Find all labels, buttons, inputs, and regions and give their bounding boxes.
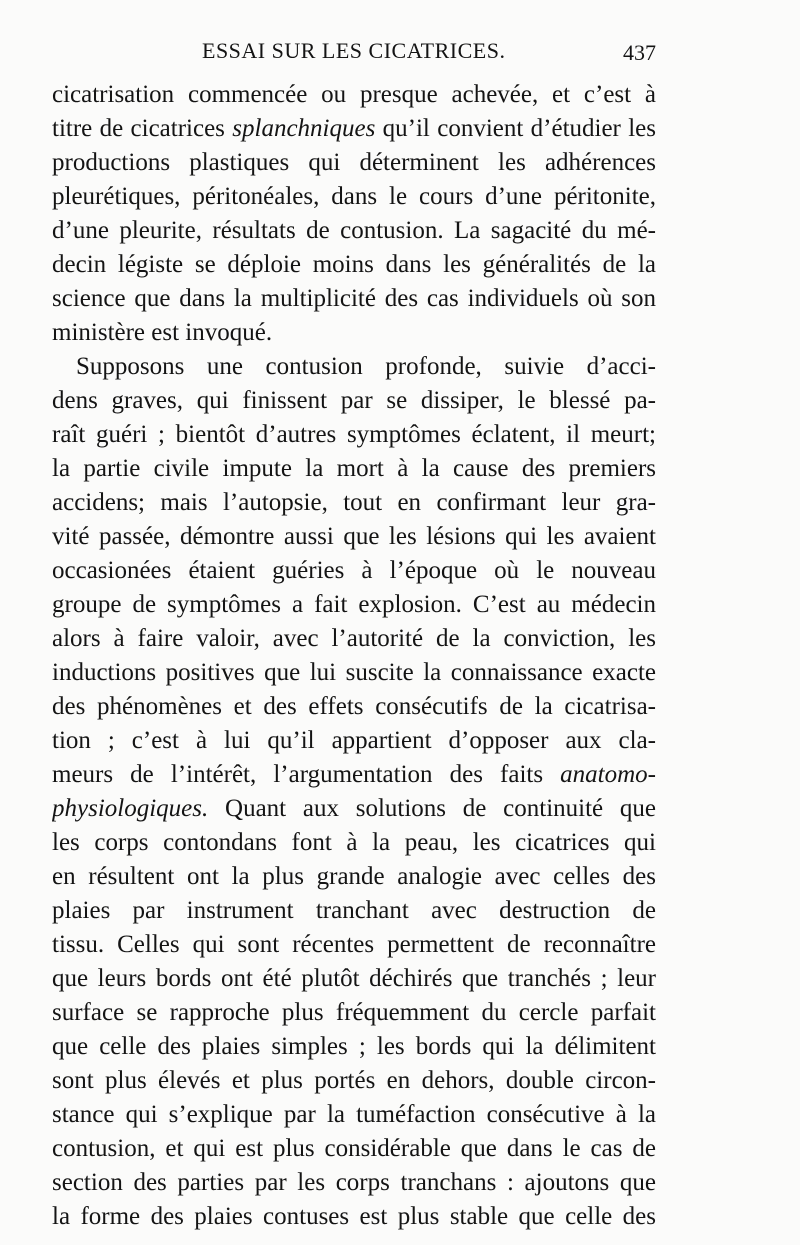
text-segment: que leurs bords ont été plutôt déchirés que tranchés ; leur xyxy=(52,965,656,992)
text-segment: en résultent ont la plus grande analogie avec celles des xyxy=(52,863,656,890)
text-segment: la forme des plaies contuses est plus stable que celle des xyxy=(52,1203,656,1230)
text-segment: Quant aux solutions de continuité que xyxy=(208,795,656,822)
text-segment: la partie civile impute la mort à la cause des premiers xyxy=(52,455,656,482)
text-segment: alors à faire valoir, avec l’autorité de la conviction, les xyxy=(52,625,656,652)
italic-text: anatomo- xyxy=(560,761,656,788)
text-segment: d’une pleurite, résultats de contusion. La sagacité du mé- xyxy=(52,217,656,244)
text-segment: vité passée, démontre aussi que les lésions qui les avaient xyxy=(52,523,656,550)
text-segment: cicatrisation commencée ou presque achevée, et c’est à xyxy=(52,81,656,108)
text-segment: dens graves, qui finissent par se dissiper, le blessé pa- xyxy=(52,387,656,414)
text-segment: groupe de symptômes a fait explosion. C’est au médecin xyxy=(52,591,656,618)
text-line xyxy=(52,316,656,350)
text-line xyxy=(52,418,656,452)
text-line xyxy=(52,656,656,690)
text-segment: productions plastiques qui déterminent les adhérences xyxy=(52,149,656,176)
text-line xyxy=(52,860,656,894)
text-segment: titre de cicatrices xyxy=(52,115,233,142)
text-line xyxy=(52,214,656,248)
text-line xyxy=(52,588,656,622)
text-segment: raît guéri ; bientôt d’autres symptômes éclatent, il meurt; xyxy=(52,421,656,448)
text-segment: contusion, et qui est plus considérable que dans le cas de xyxy=(52,1135,656,1162)
text-segment: surface se rapproche plus fréquemment du cercle parfait xyxy=(52,999,656,1026)
text-line xyxy=(52,520,656,554)
text-line xyxy=(52,248,656,282)
text-line xyxy=(52,1200,656,1234)
text-segment: pleurétiques, péritonéales, dans le cours d’une péritonite, xyxy=(52,183,656,210)
text-line xyxy=(52,452,656,486)
text-segment: inductions positives que lui suscite la connaissance exacte xyxy=(52,659,656,686)
text-line xyxy=(52,1064,656,1098)
text-segment: occasionées étaient guéries à l’époque où le nouveau xyxy=(52,557,656,584)
text-segment: des phénomènes et des effets consécutifs de la cicatrisa- xyxy=(52,693,656,720)
text-line xyxy=(52,350,656,384)
text-line xyxy=(52,78,656,112)
text-segment: les corps contondans font à la peau, les cicatrices qui xyxy=(52,829,656,856)
text-line xyxy=(52,384,656,418)
text-line xyxy=(52,1098,656,1132)
text-line xyxy=(52,112,656,146)
text-segment: science que dans la multiplicité des cas individuels où son xyxy=(52,285,656,312)
text-line xyxy=(52,180,656,214)
text-line xyxy=(52,1030,656,1064)
text-segment: plaies par instrument tranchant avec destruction de xyxy=(52,897,656,924)
text-segment: meurs de l’intérêt, l’argumentation des faits xyxy=(52,761,561,788)
text-line xyxy=(52,996,656,1030)
text-line xyxy=(52,1132,656,1166)
text-segment: tion ; c’est à lui qu’il appartient d’opposer aux cla- xyxy=(52,727,656,754)
running-head: ESSAI SUR LES CICATRICES. xyxy=(202,38,506,63)
text-segment: accidens; mais l’autopsie, tout en confirmant leur gra- xyxy=(52,489,656,516)
text-line xyxy=(52,554,656,588)
text-segment: sont plus élevés et plus portés en dehors, double circon- xyxy=(52,1067,656,1094)
text-line xyxy=(52,928,656,962)
italic-text: physiologiques. xyxy=(52,795,209,822)
text-line xyxy=(52,622,656,656)
text-segment: decin légiste se déploie moins dans les généralités de la xyxy=(52,251,656,278)
text-line xyxy=(52,1166,656,1200)
text-line xyxy=(52,792,656,826)
text-segment: qu’il convient d’étudier les xyxy=(375,115,656,142)
text-segment: que celle des plaies simples ; les bords qui la délimitent xyxy=(52,1033,656,1060)
italic-text: splanchniques xyxy=(232,115,376,142)
text-line xyxy=(52,690,656,724)
text-segment: ministère est invoqué. xyxy=(52,319,273,346)
text-line xyxy=(52,826,656,860)
text-line xyxy=(52,724,656,758)
text-line xyxy=(52,962,656,996)
text-line xyxy=(52,282,656,316)
body-text xyxy=(52,78,656,1234)
text-line xyxy=(52,146,656,180)
text-line xyxy=(52,894,656,928)
text-segment: tissu. Celles qui sont récentes permettent de reconnaître xyxy=(52,931,656,958)
text-segment: stance qui s’explique par la tuméfaction consécutive à la xyxy=(52,1101,656,1128)
text-segment: section des parties par les corps tranchans : ajoutons que xyxy=(52,1169,656,1196)
text-line xyxy=(52,486,656,520)
page-number: 437 xyxy=(623,40,656,65)
text-line xyxy=(52,758,656,792)
page-header xyxy=(52,38,656,72)
text-segment: Supposons une contusion profonde, suivie d’acci- xyxy=(76,353,656,380)
